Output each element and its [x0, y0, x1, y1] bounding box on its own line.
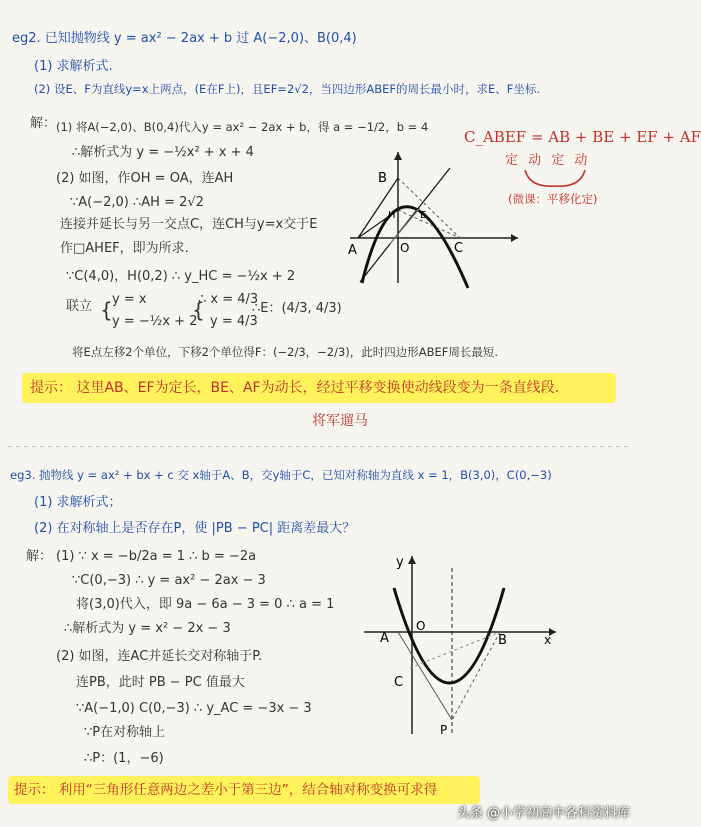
label-o: O: [400, 241, 410, 255]
hint-1-text: 这里AB、EF为定长，BE、AF为动长，经过平移变换使动线段变为一条直线段.: [76, 380, 560, 396]
graph-1-parabola: [340, 148, 520, 288]
problem1-system-eq-1: y = x: [112, 292, 147, 307]
problem2-step-1: (1) ∵ x = −b/2a = 1 ∴ b = −2a: [56, 549, 257, 564]
problem2-step-6: 连PB，此时 PB − PC 值最大: [76, 675, 245, 690]
problem2-step-2: ∵C(0,−3) ∴ y = ax² − 2ax − 3: [72, 573, 266, 588]
label-h: H: [388, 210, 396, 221]
problem1-system-sol-x: ∴ x = 4/3: [198, 292, 259, 307]
problem2-step-4: ∴解析式为 y = x² − 2x − 3: [64, 621, 231, 636]
graph-2-parabola: [360, 548, 560, 738]
problem2-statement-b: (1) 求解析式；: [34, 495, 122, 510]
problem1-step-2: ∴解析式为 y = −½x² + x + 4: [72, 145, 254, 160]
problem2-tag: eg3.: [10, 468, 36, 482]
label-p: P: [440, 723, 448, 737]
problem1-statement-c: (2) 设E、F为直线y=x上两点，(E在F上)，且EF=2√2，当四边形ABEF的周长最小时，求E、F坐标.: [34, 82, 541, 96]
section-divider: [8, 446, 632, 447]
problem1-step-4: ∵A(−2,0) ∴AH = 2√2: [70, 195, 204, 210]
problem2-statement-c: (2) 在对称轴上是否存在P，使 |PB − PC| 距离差最大？: [34, 521, 356, 536]
label-c: C: [454, 241, 464, 256]
hint-1-label: 提示：: [30, 380, 72, 396]
problem1-step-3: (2) 如图，作OH = OA，连AH: [56, 171, 234, 186]
label-b2: B: [498, 633, 507, 648]
brace-left-2: {: [192, 298, 205, 322]
hint-1-sub: 将军遛马: [312, 413, 368, 429]
problem1-statement-a: eg2. 已知抛物线 y = ax² − 2ax + b 过 A(−2,0)、B(0,4): [12, 31, 357, 46]
label-c2: C: [394, 675, 404, 690]
label-e: E: [420, 210, 427, 221]
watermark: 头条 @小学初高中各科资料库: [456, 806, 630, 821]
perimeter-formula-labels: 定 动 定 动: [505, 153, 591, 168]
problem1-point-e: ∴E：(4/3, 4/3): [252, 301, 342, 316]
perimeter-formula: C_ABEF = AB + BE + EF + AF: [464, 128, 701, 146]
problem2-sol-label: 解：: [26, 549, 53, 564]
label-y: y: [396, 555, 404, 570]
problem1-tag: eg2.: [12, 31, 41, 46]
hint-2-text: 利用“三角形任意两边之差小于第三边”，结合轴对称变换可求得: [58, 782, 438, 798]
problem1-step-9: 将E点左移2个单位，下移2个单位得F：(−2/3，−2/3)，此时四边形ABEF周长最短.: [72, 345, 499, 359]
problem1-system-label: 联立: [66, 299, 93, 314]
problem1-step-6: 作□AHEF，即为所求.: [60, 241, 189, 256]
problem1-step-5: 连接并延长与另一交点C，连CH与y=x交于E: [60, 217, 318, 232]
brace-under-icon: [520, 168, 590, 192]
hint-1: [30, 379, 559, 397]
problem1-step-7: ∵C(4,0)，H(0,2) ∴ y_HC = −½x + 2: [66, 269, 296, 284]
label-a: A: [348, 243, 357, 258]
perimeter-note: (微课：平移化定): [508, 192, 598, 206]
problem2-step-3: 将(3,0)代入，即 9a − 6a − 3 = 0 ∴ a = 1: [76, 597, 335, 612]
problem1-statement-b: (1) 求解析式.: [34, 59, 113, 74]
label-b: B: [378, 171, 387, 186]
problem1-sol-label: 解：: [30, 116, 57, 131]
problem2-step-7: ∵A(−1,0) C(0,−3) ∴ y_AC = −3x − 3: [76, 701, 312, 716]
label-o2: O: [416, 619, 426, 633]
brace-left-1: {: [100, 298, 113, 322]
hint-2-label: 提示：: [14, 782, 55, 798]
problem2-step-5: (2) 如图，连AC并延长交对称轴于P.: [56, 649, 263, 664]
problem2-statement-a: eg3. 抛物线 y = ax² + bx + c 交 x轴于A、B，交y轴于C，已知对称轴为直线 x = 1，B(3,0)，C(0,−3): [10, 468, 552, 482]
label-x: x: [544, 633, 552, 647]
problem2-step-9: ∴P：(1，−6): [84, 751, 164, 766]
problem1-system-eq-2: y = −½x + 2: [112, 314, 198, 329]
problem1-step-1: (1) 将A(−2,0)、B(0,4)代入y = ax² − 2ax + b，得 a = −1/2，b = 4: [56, 120, 429, 134]
hint-2: [14, 781, 437, 799]
problem2-step-8: ∵P在对称轴上: [84, 725, 166, 740]
problem1-system-sol-y: y = 4/3: [210, 314, 258, 329]
label-a2: A: [380, 631, 389, 646]
